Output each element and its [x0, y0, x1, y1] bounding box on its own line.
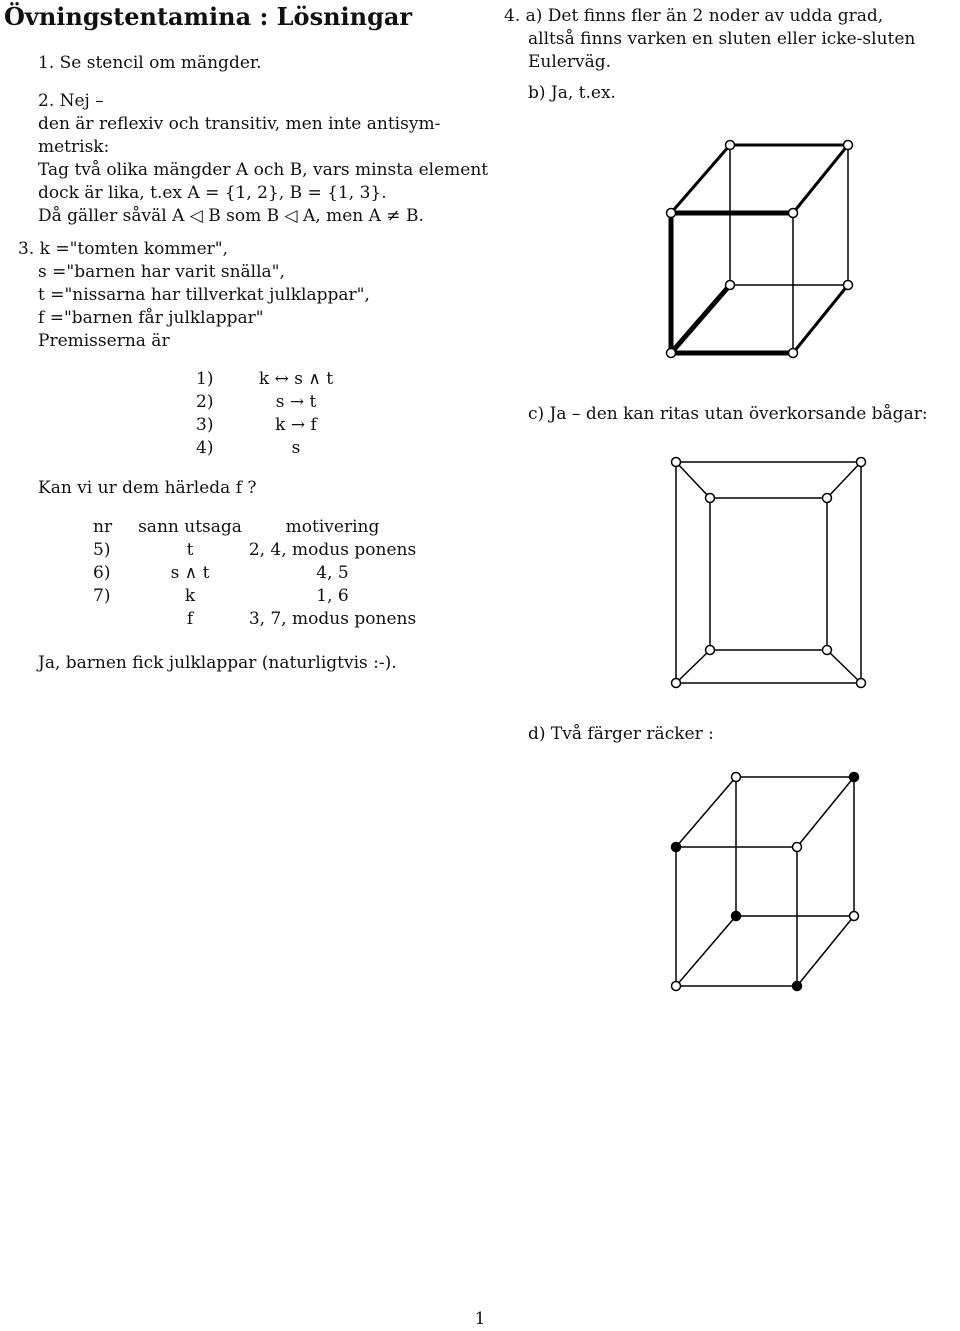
answer-4a-line: 4. a) Det finns fler än 2 noder av udda grad,: [504, 6, 884, 26]
question-text: Kan vi ur dem härleda f ?: [38, 478, 257, 498]
answer-2-line: dock är lika, t.ex A = {1, 2}, B = {1, 3}.: [38, 183, 387, 203]
answer-4a-line: alltså finns varken en sluten eller icke-sluten: [528, 29, 916, 49]
answer-4a-line: Eulerväg.: [528, 52, 612, 72]
graph-node-black: [850, 773, 859, 782]
graph-node-white: [850, 912, 859, 921]
answer-4c-text: c) Ja – den kan ritas utan överkorsande bågar:: [528, 404, 928, 424]
graph-node-white: [732, 773, 741, 782]
definition-line: 3. k ="tomten kommer",: [18, 239, 229, 259]
graph-node-black: [793, 982, 802, 991]
graph-node-black: [672, 843, 681, 852]
graph-node-white: [793, 843, 802, 852]
definition-line: t ="nissarna har tillverkat julklappar",: [38, 285, 370, 305]
table-row: 5) t 2, 4, modus ponens: [93, 540, 417, 560]
header-nr: nr: [93, 517, 113, 537]
answer-4d-text: d) Två färger räcker :: [528, 724, 714, 744]
answer-4b-text: b) Ja, t.ex.: [528, 83, 616, 103]
premise-row: 1) k ↔ s ∧ t: [196, 369, 334, 389]
answer-1-text: 1. Se stencil om mängder.: [38, 53, 262, 73]
table-row: 7) k 1, 6: [93, 586, 349, 606]
graph-node-black: [732, 912, 741, 921]
header-statement: sann utsaga: [138, 517, 242, 537]
answer-2-line: Då gäller såväl A ◁ B som B ◁ A, men A ≠ B.: [38, 206, 424, 226]
header-justification: motivering: [285, 517, 380, 537]
premise-row: 4) s: [196, 438, 301, 458]
page-number: 1: [474, 1309, 486, 1329]
conclusion-text: Ja, barnen fick julklappar (naturligtvis :-).: [38, 653, 397, 673]
answer-2-line: metrisk:: [38, 137, 110, 157]
definition-line: Premisserna är: [38, 331, 170, 351]
answer-2-line: Tag två olika mängder A och B, vars minsta element: [38, 160, 489, 180]
premise-row: 2) s → t: [196, 392, 317, 412]
premise-row: 3) k → f: [196, 415, 317, 435]
table-row: 6) s ∧ t 4, 5: [93, 563, 349, 583]
answer-2-line: den är reflexiv och transitiv, men inte antisym-: [38, 114, 441, 134]
definition-line: f ="barnen får julklappar": [38, 308, 264, 328]
definition-line: s ="barnen har varit snälla",: [38, 262, 285, 282]
answer-2-line: 2. Nej –: [38, 91, 104, 111]
table-row: f 3, 7, modus ponens: [186, 609, 417, 629]
graph-node-white: [672, 982, 681, 991]
page-title: Övningstentamina : Lösningar: [4, 2, 413, 31]
